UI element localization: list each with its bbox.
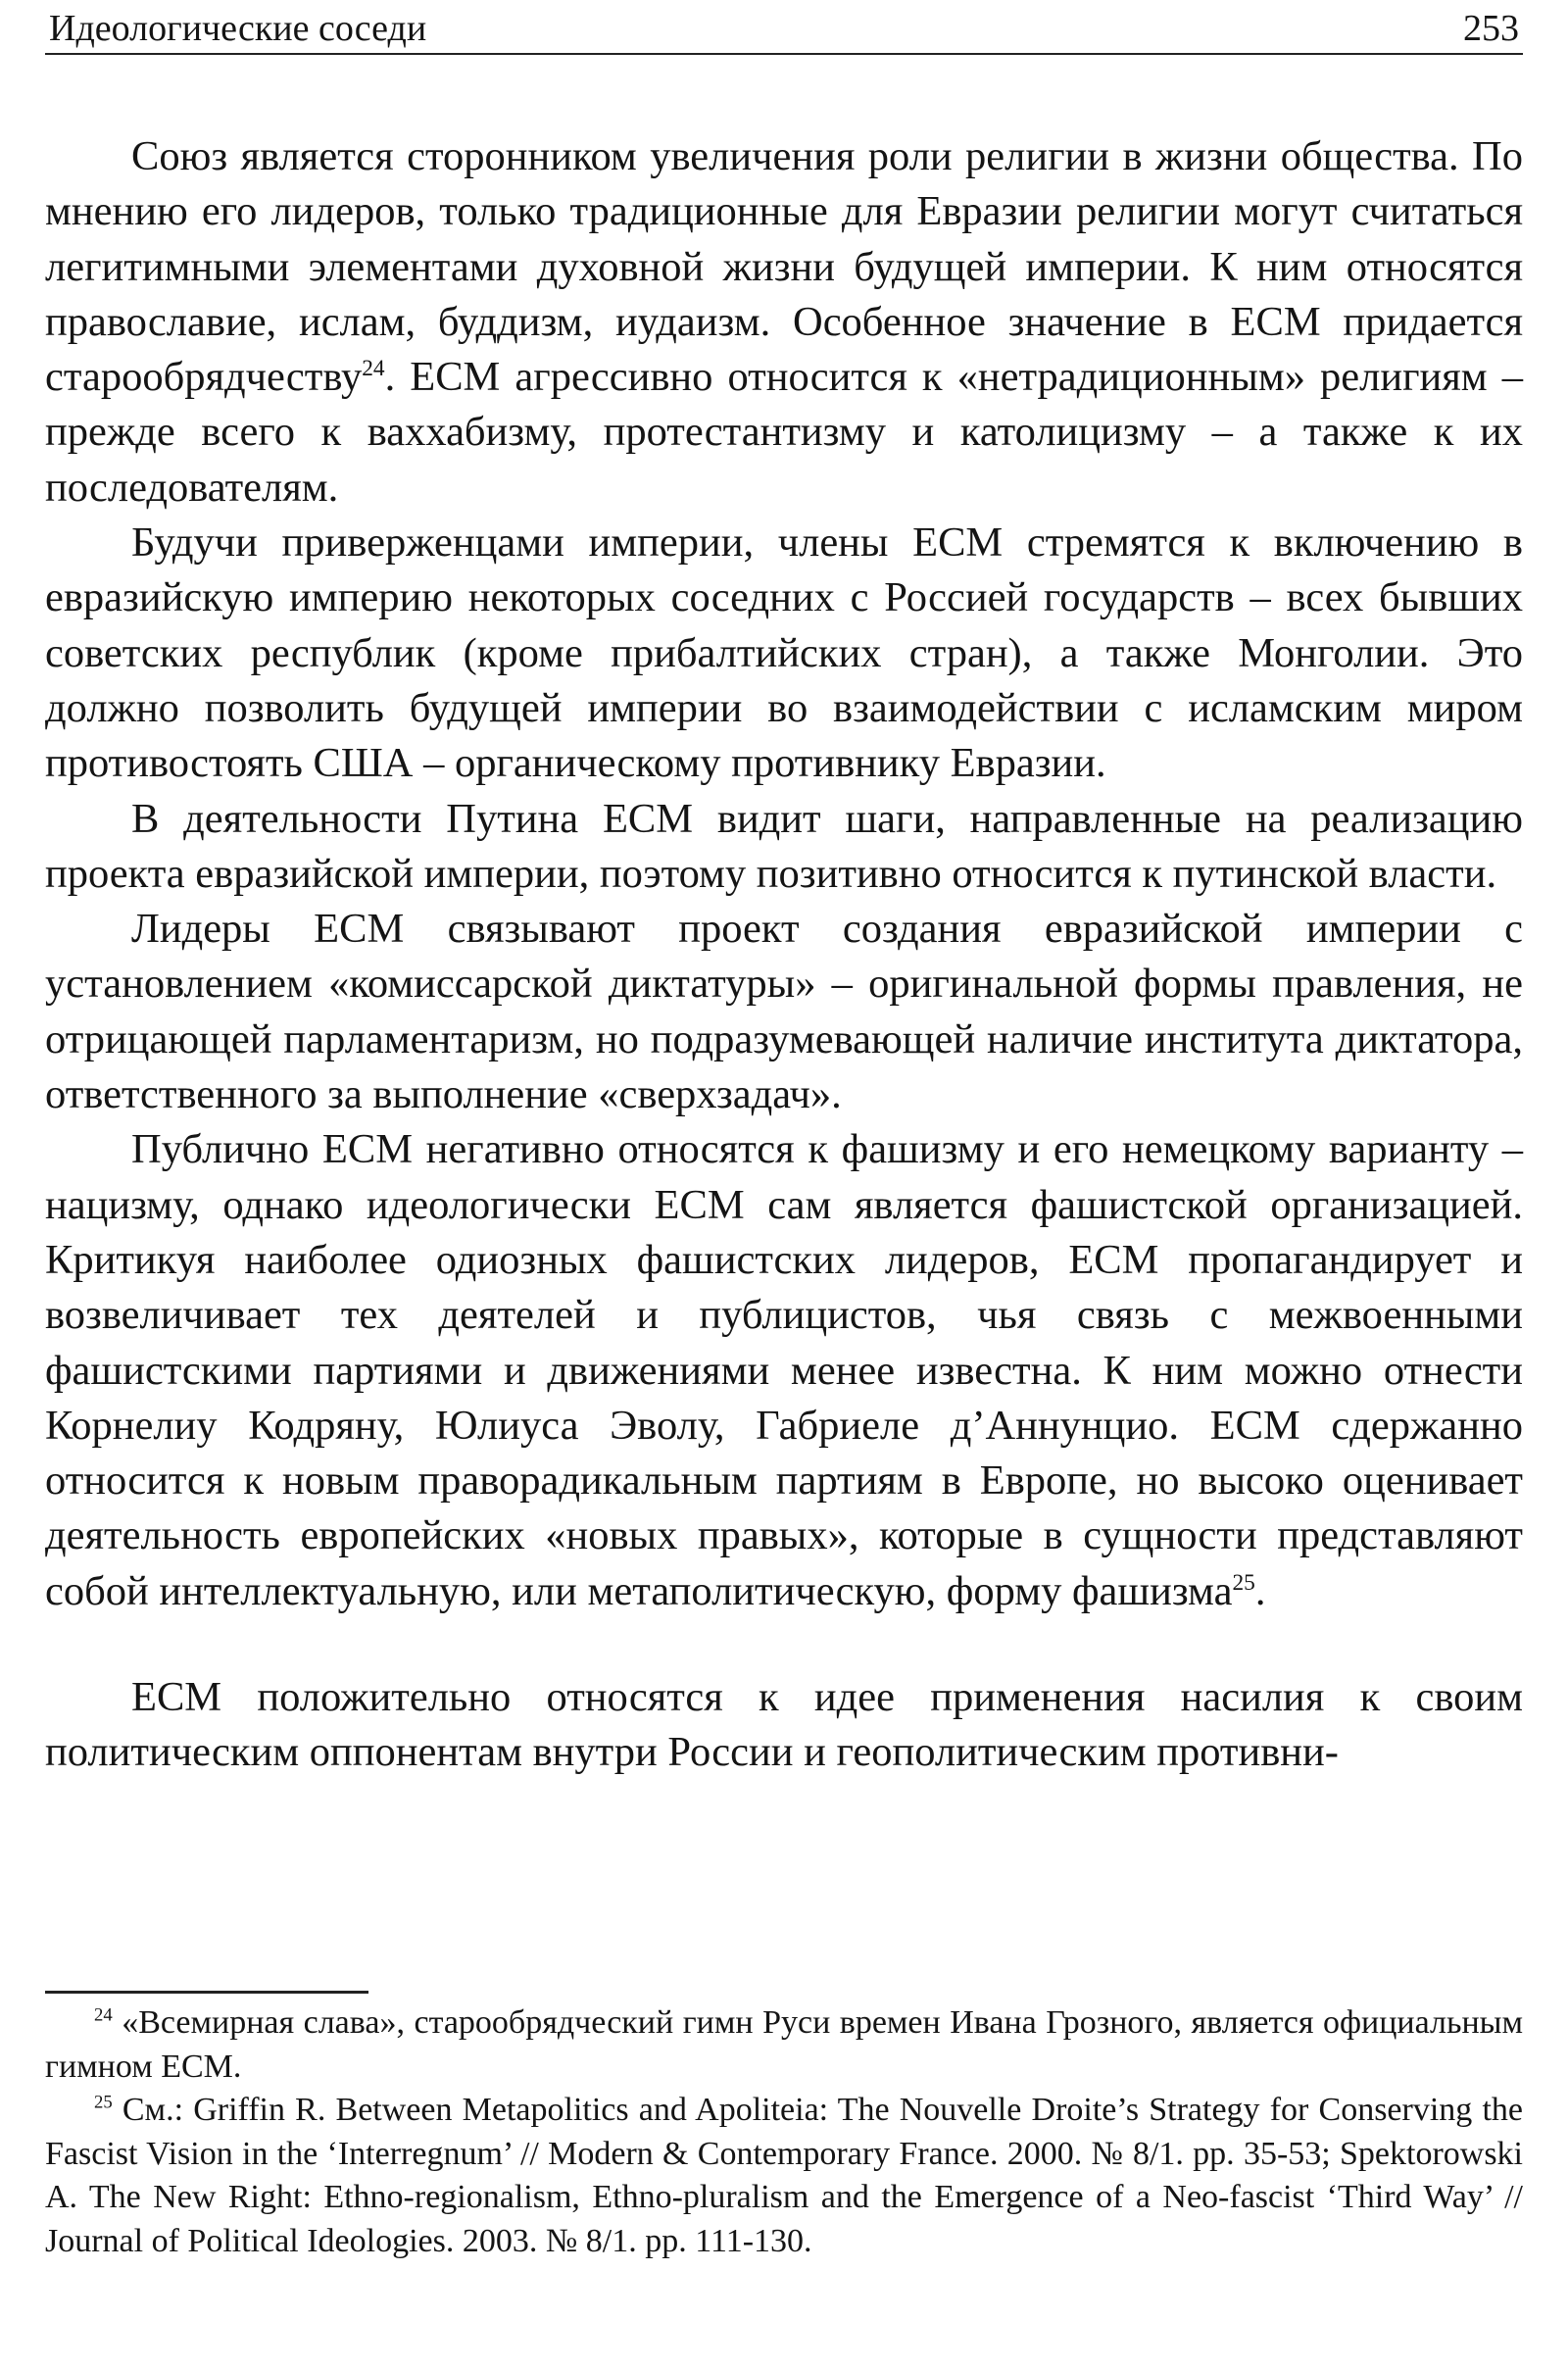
paragraph-text: Будучи приверженцами империи, члены ЕСМ стремятся к включению в евразийскую империю некоторых соседних с Россией государств – всех бывших советских республик (кроме прибалтийских стран), а также Монголии. Это должно позволить будущей империи во взаимодействии с исламским миром противостоять США – органическому противнику Евразии. xyxy=(45,519,1523,787)
running-header-title: Идеологические соседи xyxy=(49,8,427,49)
paragraph xyxy=(45,902,1523,1122)
paragraph-text: . ЕСМ агрессивно относится к «нетрадиционным» религиям – прежде всего к ваххабизму, протестантизму и католицизму – а также к их последователям. xyxy=(45,354,1523,511)
paragraph xyxy=(45,1122,1523,1619)
paragraph-text: Союз является сторонником увеличения роли религии в жизни общества. По мнению его лидеров, только традиционные для Евразии религии могут считаться легитимными элементами духовной жизни будущей империи. К ним относятся православие, ислам, буддизм, иудаизм. Особенное значение в ЕСМ придается старообрядчеству xyxy=(45,133,1523,401)
footnote-text: См.: Griffin R. Between Metapolitics and Apoliteia: The Nouvelle Droite’s Strategy for Conserving the Fascist Vision in the ‘Interregnum’ // Modern & Contemporary France. 2000. № 8/1. pp. 35-53; Spektorowski A. The New Right: Ethno-regionalism, Ethno-pluralism and the Emergence of a Neo-fascist ‘Third Way’ // Journal of Political Ideologies. 2003. № 8/1. pp. 111-130. xyxy=(45,2092,1524,2259)
footnote-reference-25: 25 xyxy=(1232,1569,1255,1596)
paragraph xyxy=(45,516,1523,791)
footnote-separator xyxy=(45,1991,368,1994)
book-page xyxy=(45,0,1523,2370)
paragraph-text: Лидеры ЕСМ связывают проект создания евразийской империи с установлением «комиссарской диктатуры» – оригинальной формы правления, не отрицающей парламентаризм, но подразумевающей наличие института диктатора, ответственного за выполнение «сверхзадач». xyxy=(45,906,1523,1118)
footnote-number: 25 xyxy=(94,2092,113,2113)
paragraph xyxy=(45,792,1523,903)
footnote-24 xyxy=(45,2001,1523,2089)
footnote-25 xyxy=(45,2089,1523,2263)
paragraph-text: . xyxy=(1254,1567,1266,1614)
footnote-text: «Всемирная слава», старообрядческий гимн Руси времен Ивана Грозного, является официальным гимном ЕСМ. xyxy=(45,2004,1524,2085)
footnote-number: 24 xyxy=(94,2004,113,2026)
paragraph-text: В деятельности Путина ЕСМ видит шаги, направленные на реализацию проекта евразийской империи, поэтому позитивно относится к путинской власти. xyxy=(45,795,1523,897)
paragraph xyxy=(45,129,1523,516)
main-text xyxy=(45,129,1523,1781)
paragraph xyxy=(45,1670,1523,1781)
page-number: 253 xyxy=(1463,8,1519,49)
paragraph-text: ЕСМ положительно относятся к идее применения насилия к своим политическим оппонентам внутри России и геополитическим противни- xyxy=(45,1674,1523,1776)
footnote-reference-24: 24 xyxy=(362,356,385,382)
paragraph-text: Публично ЕСМ негативно относятся к фашизму и его немецкому варианту – нацизму, однако идеологически ЕСМ сам является фашистской организацией. Критикуя наиболее одиозных фашистских лидеров, ЕСМ пропагандирует и возвеличивает тех деятелей и публицистов, чья связь с межвоенными фашистскими партиями и движениями менее известна. К ним можно отнести Корнелиу Кодряну, Юлиуса Эволу, Габриеле д’Аннунцио. ЕСМ сдержанно относится к новым праворадикальным партиям в Европе, но высоко оценивает деятельность европейских «новых правых», которые в сущности представляют собой интеллектуальную, или метаполитическую, форму фашизма xyxy=(45,1126,1523,1614)
running-header xyxy=(45,4,1523,55)
footnotes xyxy=(45,2001,1523,2263)
